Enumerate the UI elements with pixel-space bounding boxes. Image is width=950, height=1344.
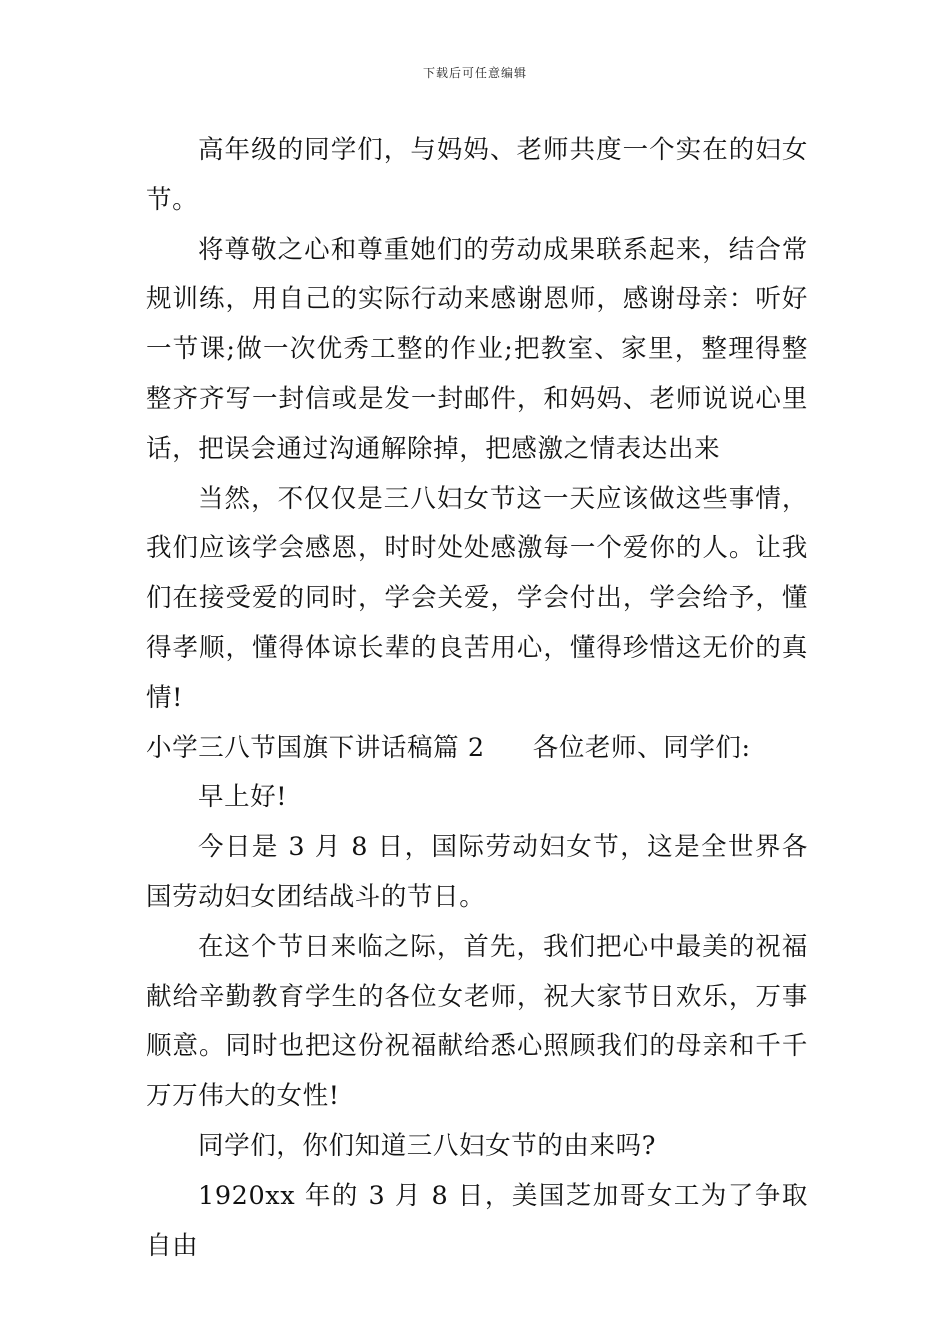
paragraph: 今日是 3 月 8 日，国际劳动妇女节，这是全世界各国劳动妇女团结战斗的节日。 [146,832,808,912]
paragraph: 早上好! [198,782,288,813]
salutation: 各位老师、同学们: [532,732,751,763]
paragraph: 将尊敬之心和尊重她们的劳动成果联系起来，结合常规训练，用自己的实际行动来感谢恩师，感谢母亲：听好一节课;做一次优秀工整的作业;把教室、家里，整理得整整齐齐写一封信或是发一封邮件，和妈妈、老师说说心里话，把误会通过沟通解除掉，把感激之情表达出来 [146,234,808,464]
paragraph: 同学们，你们知道三八妇女节的由来吗? [198,1130,656,1161]
section-title: 小学三八节国旗下讲话稿篇 2 [146,732,485,763]
document-body [146,126,808,1271]
paragraph: 在这个节日来临之际，首先，我们把心中最美的祝福献给辛勤教育学生的各位女老师，祝大家节日欢乐，万事顺意。同时也把这份祝福献给悉心照顾我们的母亲和千千万万伟大的女性! [146,931,808,1112]
section-heading-line [146,724,808,774]
paragraph: 高年级的同学们，与妈妈、老师共度一个实在的妇女节。 [146,135,808,215]
paragraph: 1920xx 年的 3 月 8 日，美国芝加哥女工为了争取自由 [146,1180,808,1261]
page-header: 下载后可任意编辑 [422,66,527,80]
paragraph: 当然，不仅仅是三八妇女节这一天应该做这些事情，我们应该学会感恩，时时处处感激每一个爱你的人。让我们在接受爱的同时，学会关爱，学会付出，学会给予，懂得孝顺，懂得体谅长辈的良苦用心，懂得珍惜这无价的真情! [146,483,808,713]
